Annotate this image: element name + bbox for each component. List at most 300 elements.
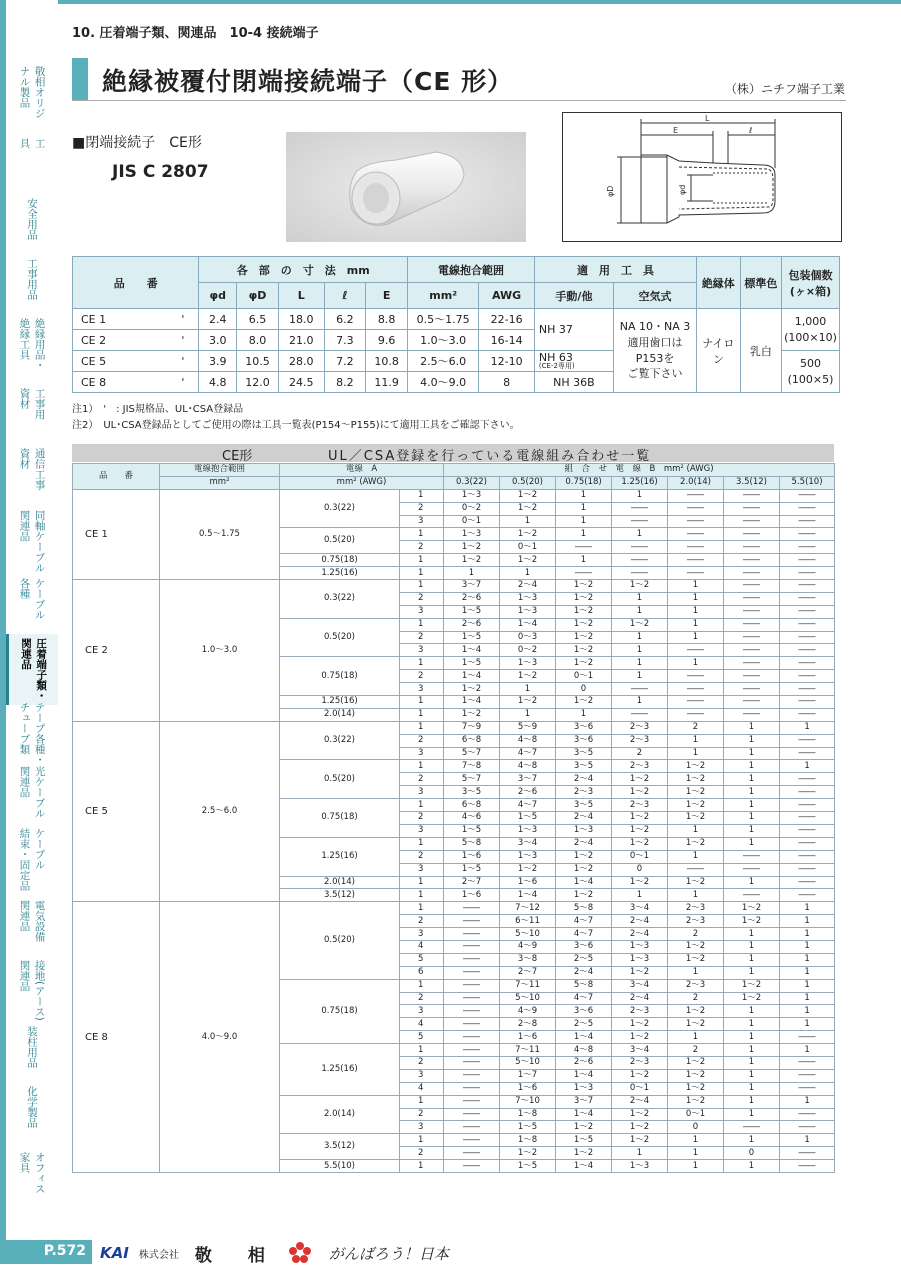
- combo-cell: 1～5: [500, 812, 556, 825]
- combo-cell: 5～10: [500, 992, 556, 1005]
- combo-wire-a: 0.5(20): [280, 760, 400, 799]
- combo-cell: 7～9: [444, 721, 500, 734]
- combo-cell: 1～4: [444, 696, 500, 709]
- sidebar-item-15[interactable]: [8, 1026, 56, 1068]
- combo-cell: ――: [724, 863, 780, 876]
- combo-cell: 7～8: [444, 760, 500, 773]
- combo-cell: 1～4: [444, 670, 500, 683]
- spec-cell-l: 8.2: [324, 372, 366, 393]
- combo-h-b: 組 合 せ 電 線 B mm² (AWG): [444, 464, 835, 477]
- sidebar-item-11[interactable]: [8, 766, 56, 819]
- spec-h-color: 標準色: [740, 257, 782, 309]
- combo-cell: ――: [780, 554, 835, 567]
- sidebar-item-label: 関連品: [18, 960, 31, 992]
- combo-cell: 1: [612, 592, 668, 605]
- spec-sub-header: φD: [237, 283, 279, 309]
- combo-cell: ――: [724, 708, 780, 721]
- combo-cell: ――: [780, 1069, 835, 1082]
- combo-cell: 0～1: [444, 515, 500, 528]
- combo-body: [73, 489, 835, 1172]
- footer: [100, 1240, 449, 1266]
- combo-cell: 1～5: [444, 605, 500, 618]
- combo-cell: 1～2: [668, 953, 724, 966]
- combo-cell: 3: [400, 824, 444, 837]
- combo-cell: 1: [400, 1160, 444, 1173]
- combo-cell: 2～5: [556, 953, 612, 966]
- combo-cell: 6～8: [444, 799, 500, 812]
- combo-cell: 3～4: [612, 1044, 668, 1057]
- spec-cell-mm2: 0.5～1.75: [408, 309, 479, 330]
- combo-range: 2.5～6.0: [160, 721, 280, 901]
- combo-cell: ――: [780, 567, 835, 580]
- combo-cell: 1～5: [556, 1134, 612, 1147]
- sidebar-item-7[interactable]: [8, 510, 56, 573]
- combo-cell: 1: [780, 1044, 835, 1057]
- combo-cell: ――: [444, 1095, 500, 1108]
- combo-cell: 1: [780, 953, 835, 966]
- combo-cell: 1: [400, 554, 444, 567]
- combo-cell: 4: [400, 1082, 444, 1095]
- combo-cell: 1～4: [500, 618, 556, 631]
- combo-cell: 0: [724, 1147, 780, 1160]
- combo-cell: ――: [668, 708, 724, 721]
- combo-cell: 4～9: [500, 940, 556, 953]
- combo-cell: 3～7: [556, 1095, 612, 1108]
- sidebar-item-17[interactable]: [8, 1152, 56, 1194]
- combo-part-number: CE 2: [73, 580, 160, 722]
- combo-cell: ――: [444, 915, 500, 928]
- combo-cell: 2: [400, 631, 444, 644]
- spec-sub-header: L: [278, 283, 324, 309]
- combo-cell: 1: [612, 605, 668, 618]
- combo-cell: 0～1: [612, 1082, 668, 1095]
- combo-cell: 1: [724, 1082, 780, 1095]
- combo-cell: 1: [612, 657, 668, 670]
- combo-cell: 3: [400, 515, 444, 528]
- combo-b-col: 2.0(14): [668, 476, 724, 489]
- combo-h-part: 品 番: [73, 464, 160, 490]
- combo-cell: 2: [668, 992, 724, 1005]
- combo-cell: 1～2: [612, 824, 668, 837]
- part-number: CE 2 ': [73, 330, 199, 351]
- spec-h-part: 品 番: [73, 257, 199, 309]
- combo-cell: 4～7: [500, 799, 556, 812]
- combo-cell: 2: [400, 773, 444, 786]
- combo-cell: 1: [724, 928, 780, 941]
- title-accent: [72, 58, 88, 100]
- combo-cell: 3～5: [556, 799, 612, 812]
- sidebar-item-label: 絶縁用品・: [33, 318, 46, 371]
- combo-cell: 1～2: [500, 1147, 556, 1160]
- combo-cell: ――: [444, 1121, 500, 1134]
- combo-h-a-unit: mm² (AWG): [280, 476, 444, 489]
- combo-cell: 1～2: [668, 940, 724, 953]
- spec-h-insul: 絶縁体: [697, 257, 741, 309]
- combo-cell: 1: [500, 515, 556, 528]
- combo-cell: ――: [612, 515, 668, 528]
- combo-cell: 1: [724, 812, 780, 825]
- sidebar-item-label: 通信工事: [33, 448, 46, 490]
- combo-cell: 1: [724, 1005, 780, 1018]
- combo-cell: ――: [780, 644, 835, 657]
- combo-subheader-row: [73, 476, 835, 489]
- combo-cell: 7～12: [500, 902, 556, 915]
- combo-cell: 1～5: [444, 631, 500, 644]
- company-name-ai: 相: [247, 1245, 265, 1266]
- combo-cell: 2: [400, 670, 444, 683]
- combo-cell: 1～2: [724, 902, 780, 915]
- combo-cell: ――: [444, 928, 500, 941]
- combo-cell: ――: [668, 502, 724, 515]
- combo-cell: 5～9: [500, 721, 556, 734]
- sidebar-item-8[interactable]: [8, 578, 56, 620]
- combo-part-number: CE 5: [73, 721, 160, 901]
- combo-cell: 1: [780, 940, 835, 953]
- sidebar-item-2[interactable]: [8, 198, 56, 240]
- combo-range: 0.5～1.75: [160, 489, 280, 579]
- sidebar-item-16[interactable]: [8, 1086, 56, 1128]
- combo-cell: ――: [444, 1005, 500, 1018]
- spec-cell-D: 12.0: [237, 372, 279, 393]
- spec-cell-L: 18.0: [278, 309, 324, 330]
- combo-cell: 1～2: [500, 489, 556, 502]
- combo-cell: ――: [724, 541, 780, 554]
- spec-cell-D: 8.0: [237, 330, 279, 351]
- combo-cell: 4～8: [500, 760, 556, 773]
- combo-cell: 1～5: [444, 863, 500, 876]
- spec-cell-d: 3.9: [199, 351, 237, 372]
- combo-cell: ――: [780, 580, 835, 593]
- sidebar-item-6[interactable]: [8, 448, 56, 490]
- combo-cell: 1～3: [612, 953, 668, 966]
- combo-h-range-unit: mm²: [160, 476, 280, 489]
- sidebar-item-10[interactable]: [8, 702, 56, 765]
- combo-cell: 0～1: [612, 850, 668, 863]
- sidebar-item-label: 圧着端子類・: [35, 638, 48, 701]
- combo-cell: 0～2: [500, 644, 556, 657]
- combo-cell: 2～4: [556, 966, 612, 979]
- combo-cell: 3～8: [500, 953, 556, 966]
- combo-cell: 4: [400, 940, 444, 953]
- combo-cell: ――: [612, 708, 668, 721]
- combo-cell: 1: [612, 489, 668, 502]
- combo-cell: ――: [780, 502, 835, 515]
- combo-wire-a: 1.25(16): [280, 837, 400, 876]
- spec-sub-header: ℓ: [324, 283, 366, 309]
- tool-manual-nh63: NH 63 (CE-2専用): [534, 351, 613, 372]
- dim-d: φd: [678, 184, 687, 195]
- combo-cell: 2～4: [612, 1095, 668, 1108]
- combo-cell: 1～2: [724, 915, 780, 928]
- combo-cell: ――: [724, 554, 780, 567]
- combo-wire-a: 0.3(22): [280, 580, 400, 619]
- combo-cell: 1～3: [444, 528, 500, 541]
- spec-cell-l: 6.2: [324, 309, 366, 330]
- sidebar-item-1[interactable]: [8, 138, 56, 149]
- combo-wire-a: 0.5(20): [280, 902, 400, 979]
- combo-cell: 1: [724, 747, 780, 760]
- combo-cell: 1～2: [500, 502, 556, 515]
- combo-cell: 1～2: [668, 1018, 724, 1031]
- combo-cell: 7～11: [500, 979, 556, 992]
- manufacturer: （株）ニチフ端子工業: [724, 82, 845, 96]
- combo-cell: 1: [400, 1044, 444, 1057]
- combo-cell: 2～4: [612, 915, 668, 928]
- sidebar-item-0[interactable]: [8, 66, 56, 119]
- combo-cell: 1: [400, 618, 444, 631]
- spec-cell-l: 7.3: [324, 330, 366, 351]
- combo-cell: 1: [556, 502, 612, 515]
- combo-cell: 1: [724, 1044, 780, 1057]
- combo-cell: ――: [780, 876, 835, 889]
- tool-manual-nh36b: NH 36B: [534, 372, 613, 393]
- note-1: 注1） ' : JIS規格品、UL･CSA登録品: [72, 404, 244, 415]
- combo-cell: 1～2: [556, 605, 612, 618]
- combo-cell: 1: [612, 670, 668, 683]
- combo-cell: 1: [780, 721, 835, 734]
- sidebar-item-label: 家具: [18, 1152, 31, 1173]
- combo-cell: 1～2: [668, 760, 724, 773]
- dimension-diagram: [562, 112, 842, 242]
- spec-sub-header: AWG: [479, 283, 535, 309]
- spec-sub-header: φd: [199, 283, 237, 309]
- sidebar-item-14[interactable]: [8, 960, 56, 1021]
- combo-cell: 2～8: [500, 1018, 556, 1031]
- combo-cell: 3: [400, 928, 444, 941]
- combo-cell: 1: [724, 824, 780, 837]
- combo-cell: 2: [400, 850, 444, 863]
- sidebar-item-4[interactable]: [8, 318, 56, 371]
- combo-cell: 3～5: [556, 760, 612, 773]
- combo-cell: 1～4: [556, 876, 612, 889]
- sidebar-item-5[interactable]: [8, 388, 56, 420]
- combo-cell: ――: [724, 605, 780, 618]
- sidebar-item-3[interactable]: [8, 258, 56, 300]
- combo-cell: 6: [400, 966, 444, 979]
- combo-cell: 1: [556, 528, 612, 541]
- combo-cell: ――: [780, 863, 835, 876]
- sidebar-item-label: 各種: [18, 578, 31, 599]
- spec-cell-d: 2.4: [199, 309, 237, 330]
- category-sidebar: [0, 0, 58, 1280]
- combo-cell: ――: [724, 1121, 780, 1134]
- standard-color: 乳白: [740, 309, 782, 393]
- combo-cell: ――: [780, 708, 835, 721]
- combo-wire-a: 2.0(14): [280, 876, 400, 889]
- page-number: P.572: [0, 1240, 92, 1264]
- combo-cell: 1: [724, 1018, 780, 1031]
- combo-cell: 3～4: [612, 979, 668, 992]
- combo-cell: 5～10: [500, 928, 556, 941]
- combo-cell: 1: [724, 1069, 780, 1082]
- spec-cell-mm2: 1.0～3.0: [408, 330, 479, 351]
- combo-cell: ――: [724, 631, 780, 644]
- combo-cell: 4～8: [500, 734, 556, 747]
- combo-cell: 2: [400, 1056, 444, 1069]
- combo-cell: ――: [724, 850, 780, 863]
- combo-cell: 1～2: [612, 812, 668, 825]
- combo-cell: 1～2: [612, 1069, 668, 1082]
- combo-cell: 2～4: [556, 773, 612, 786]
- combo-cell: 0: [612, 863, 668, 876]
- combo-cell: ――: [724, 657, 780, 670]
- combo-cell: 4～7: [556, 915, 612, 928]
- combo-cell: ――: [780, 1031, 835, 1044]
- combo-cell: ――: [668, 670, 724, 683]
- combo-title-bar: [72, 444, 834, 462]
- combo-cell: 1: [724, 734, 780, 747]
- combo-wire-a: 1.25(16): [280, 1044, 400, 1096]
- combo-cell: 1～5: [500, 1121, 556, 1134]
- combo-cell: 0: [556, 683, 612, 696]
- sidebar-item-label: 具: [18, 138, 31, 149]
- combo-cell: 1: [668, 1147, 724, 1160]
- combo-cell: ――: [668, 683, 724, 696]
- combo-cell: 2～5: [556, 1018, 612, 1031]
- combo-cell: 1: [668, 1031, 724, 1044]
- combo-cell: 1～2: [612, 876, 668, 889]
- jis-standard: JIS C 2807: [112, 162, 209, 182]
- combo-cell: 1～2: [556, 618, 612, 631]
- combo-cell: 1～3: [500, 850, 556, 863]
- combo-cell: 1～2: [500, 554, 556, 567]
- spec-cell-awg: 22-16: [479, 309, 535, 330]
- combo-cell: 1～2: [500, 863, 556, 876]
- combo-cell: ――: [612, 554, 668, 567]
- combo-cell: 1～2: [556, 592, 612, 605]
- combo-cell: 1: [724, 953, 780, 966]
- combo-cell: ――: [668, 528, 724, 541]
- sidebar-item-9[interactable]: [6, 634, 58, 705]
- combo-cell: 2～3: [668, 915, 724, 928]
- spec-body: [73, 309, 840, 393]
- combo-title-text: UL／CSA登録を行っている電線組み合わせ一覧: [328, 449, 652, 464]
- combo-cell: 1: [612, 528, 668, 541]
- combo-cell: 1: [556, 489, 612, 502]
- combo-cell: 2～4: [500, 580, 556, 593]
- sidebar-strip: [0, 0, 6, 1240]
- combo-cell: ――: [724, 528, 780, 541]
- combo-cell: 3: [400, 683, 444, 696]
- combo-cell: 2: [400, 992, 444, 1005]
- combo-cell: ――: [780, 773, 835, 786]
- sidebar-item-13[interactable]: [8, 900, 56, 942]
- combo-cell: 1: [668, 580, 724, 593]
- combo-cell: 2: [400, 1147, 444, 1160]
- combo-cell: 1～5: [444, 824, 500, 837]
- combo-cell: 1～3: [612, 1160, 668, 1173]
- sidebar-item-label: 敬相オリジ: [33, 66, 46, 119]
- combo-cell: ――: [724, 489, 780, 502]
- combo-cell: 1: [780, 915, 835, 928]
- combo-cell: 1: [724, 1108, 780, 1121]
- combo-wire-a: 0.75(18): [280, 799, 400, 838]
- combo-cell: 1: [668, 631, 724, 644]
- combo-cell: 1～7: [500, 1069, 556, 1082]
- combo-cell: 1: [612, 696, 668, 709]
- combo-cell: 2: [668, 721, 724, 734]
- spec-cell-E: 10.8: [366, 351, 408, 372]
- combo-cell: 2～4: [556, 837, 612, 850]
- table-row: [73, 489, 835, 502]
- combo-cell: 1: [724, 773, 780, 786]
- combo-cell: 1～2: [556, 889, 612, 902]
- combo-wire-a: 0.5(20): [280, 618, 400, 657]
- combo-cell: 2: [400, 915, 444, 928]
- combo-cell: 1: [444, 567, 500, 580]
- combo-cell: 1～2: [556, 580, 612, 593]
- combo-cell: 1～2: [556, 631, 612, 644]
- combo-wire-a: 0.75(18): [280, 657, 400, 696]
- combo-cell: 1～2: [668, 1056, 724, 1069]
- combo-cell: ――: [780, 850, 835, 863]
- combo-cell: ――: [780, 1121, 835, 1134]
- combo-cell: 4～9: [500, 1005, 556, 1018]
- combo-cell: 2: [400, 541, 444, 554]
- combo-cell: 1～2: [556, 1147, 612, 1160]
- combo-cell: 1～8: [500, 1134, 556, 1147]
- tool-air: NA 10・NA 3 適用歯口は P153を ご覧下さい: [613, 309, 696, 393]
- combo-cell: ――: [444, 1069, 500, 1082]
- table-row: [73, 580, 835, 593]
- dim-D: φD: [606, 185, 615, 197]
- spec-cell-L: 28.0: [278, 351, 324, 372]
- combo-cell: 3～5: [444, 786, 500, 799]
- combo-cell: 2: [400, 812, 444, 825]
- combo-cell: 1: [400, 696, 444, 709]
- sidebar-item-12[interactable]: [8, 828, 56, 891]
- table-row: [73, 721, 835, 734]
- combo-cell: 1: [724, 966, 780, 979]
- pack-qty-2: 500 (100×5): [782, 351, 840, 393]
- combo-cell: 2: [400, 734, 444, 747]
- combo-cell: 3～5: [556, 747, 612, 760]
- combo-wire-a: 0.3(22): [280, 489, 400, 528]
- combo-cell: 1: [668, 1134, 724, 1147]
- combo-cell: 3～6: [556, 721, 612, 734]
- combo-cell: 1: [724, 721, 780, 734]
- spec-cell-awg: 8: [479, 372, 535, 393]
- combo-cell: 0～1: [500, 541, 556, 554]
- combo-cell: ――: [724, 683, 780, 696]
- combo-cell: 2～3: [612, 734, 668, 747]
- spec-sub-header: 手動/他: [534, 283, 613, 309]
- combo-b-col: 0.5(20): [500, 476, 556, 489]
- combo-cell: 1: [400, 837, 444, 850]
- combo-cell: 1～2: [668, 1005, 724, 1018]
- note-2: 注2） UL･CSA登録品としてご使用の際は工具一覧表(P154～P155)にて適用工具をご確認下さい。: [72, 420, 520, 431]
- combo-cell: ――: [780, 1082, 835, 1095]
- combo-cell: 1: [400, 979, 444, 992]
- combo-cell: 3～4: [500, 837, 556, 850]
- combo-cell: 1～2: [444, 541, 500, 554]
- combo-cell: ――: [724, 580, 780, 593]
- combo-cell: 1: [668, 657, 724, 670]
- combo-cell: 4～7: [556, 928, 612, 941]
- combo-cell: 2～3: [612, 721, 668, 734]
- sidebar-item-label: 関連品: [18, 510, 31, 542]
- sidebar-item-label: 工事用品: [26, 258, 39, 300]
- combo-cell: ――: [668, 554, 724, 567]
- sidebar-item-label: 資材: [18, 448, 31, 469]
- combo-cell: 1～2: [612, 618, 668, 631]
- combo-cell: 1: [400, 1095, 444, 1108]
- combo-cell: ――: [668, 644, 724, 657]
- combo-cell: 2～6: [556, 1056, 612, 1069]
- combo-cell: 1～6: [444, 889, 500, 902]
- combo-cell: 2～3: [668, 902, 724, 915]
- combo-cell: 1～2: [500, 670, 556, 683]
